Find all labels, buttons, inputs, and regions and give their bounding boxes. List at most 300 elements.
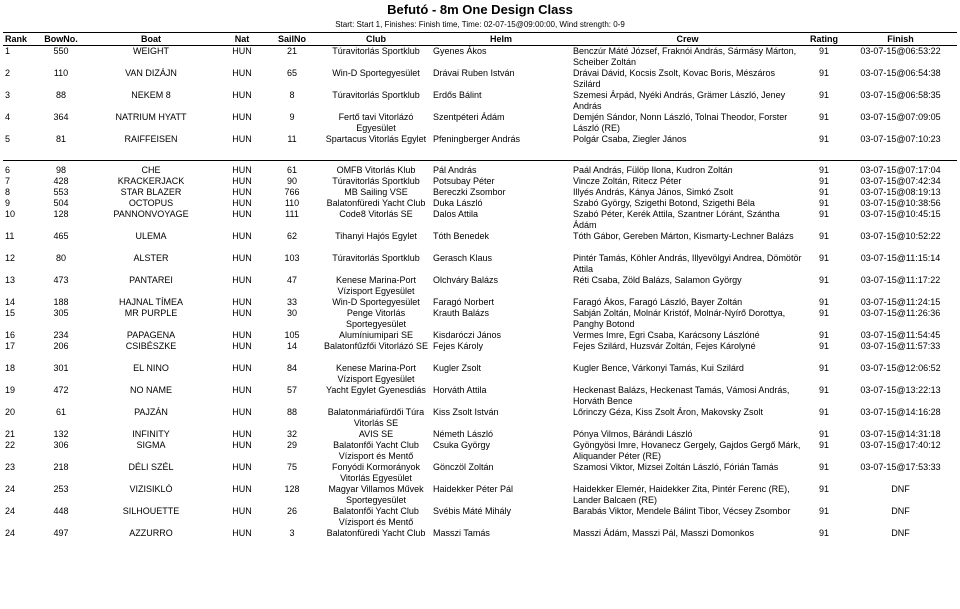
table-header-row [3,33,957,46]
cell-bow: 364 [53,112,69,122]
cell-bow: 188 [53,297,69,307]
cell-rating: 91 [818,90,829,100]
cell-rating: 91 [818,231,829,241]
cell-club: Kenese Marina-Port Vízisport Egyesület [335,275,417,296]
cell-crew: Vermes Imre, Egri Csaba, Karácsony Lászlóné [573,330,760,340]
cell-crew: Tóth Gábor, Gereben Márton, Kismarty-Lechner Balázs [573,231,794,241]
cell-sail: 11 [287,134,297,144]
cell-nat: HUN [232,429,252,439]
cell-crew: Demjén Sándor, Nonn László, Tolnai Theodor, Forster László (RE) [573,112,788,133]
table-row [3,297,957,308]
cell-finish: 03-07-15@07:10:23 [860,134,941,144]
cell-bow: 80 [55,253,66,263]
cell-finish: 03-07-15@14:31:18 [860,429,941,439]
cell-crew: Fejes Szilárd, Huzsvár Zoltán, Fejes Károlyné [573,341,756,351]
cell-club: Fertő tavi Vitorlázó Egyesület [338,112,414,133]
cell-rank: 18 [5,363,16,373]
cell-club: Spartacus Vitorlás Egylet [325,134,427,144]
cell-helm: Németh László [433,429,494,439]
cell-rating: 91 [818,462,829,472]
cell-helm: Kiss Zsolt István [433,407,499,417]
table-row [3,112,957,134]
page-subtitle: Start: Start 1, Finishes: Finish time, Time: 02-07-15@09:00:00, Wind strength: 0-9 [335,20,625,29]
cell-club: Code8 Vitorlás SE [339,209,413,219]
table-row [3,363,957,385]
cell-finish: 03-07-15@11:17:22 [860,275,941,285]
cell-nat: HUN [232,68,252,78]
cell-sail: 65 [286,68,297,78]
cell-boat: VIZISIKLÓ [129,484,173,494]
cell-sail: 61 [286,165,297,175]
cell-helm: Kisdaróczi János [433,330,502,340]
cell-boat: STAR BLAZER [120,187,182,197]
column-header-club: Club [321,33,431,46]
cell-boat: INFINITY [132,429,170,439]
cell-crew: Lőrinczy Géza, Kiss Zsolt Áron, Makovsky Zsolt [573,407,764,417]
cell-finish: 03-07-15@07:17:04 [860,165,941,175]
cell-boat: VAN DIZÁJN [125,68,177,78]
cell-club: Penge Vitorlás Sportegyesület [345,308,407,329]
cell-club: Balatonfüredi Yacht Club [326,198,426,208]
cell-bow: 553 [53,187,69,197]
cell-crew: Benczúr Máté József, Fraknói András, Sármásy Márton, Scheiber Zoltán [573,46,797,67]
cell-bow: 306 [53,440,69,450]
table-row [3,407,957,429]
cell-club: MB Sailing VSE [344,187,408,197]
cell-finish: 03-07-15@14:16:28 [860,407,941,417]
cell-rating: 91 [818,341,829,351]
table-row [3,231,957,253]
cell-club: Túravitorlás Sportklub [332,253,420,263]
cell-nat: HUN [232,112,252,122]
cell-nat: HUN [232,330,252,340]
cell-crew: Szabó Péter, Kerék Attila, Szantner Lóránt, Szántha Ádám [573,209,780,230]
cell-boat: PANNONVOYAGE [113,209,189,219]
cell-rank: 9 [5,198,11,208]
table-row [3,308,957,330]
cell-nat: HUN [232,231,252,241]
cell-sail: 90 [286,176,297,186]
cell-bow: 128 [53,209,69,219]
cell-sail: 111 [285,209,299,219]
cell-crew: Szamosi Viktor, Mizsei Zoltán László, Fórián Tamás [573,462,779,472]
cell-rank: 5 [5,134,11,144]
cell-rating: 91 [818,209,829,219]
cell-boat: MR PURPLE [124,308,178,318]
cell-rating: 91 [818,385,829,395]
cell-club: Balatonfői Yacht Club Vízisport és Mentő [333,506,419,527]
cell-nat: HUN [232,385,252,395]
cell-helm: Faragó Norbert [433,297,495,307]
cell-rank: 15 [5,308,16,318]
cell-rating: 91 [818,46,829,56]
cell-boat: ULEMA [135,231,167,241]
cell-boat: NATRIUM HYATT [115,112,187,122]
table-row [3,90,957,112]
table-row [3,440,957,462]
cell-bow: 550 [53,46,69,56]
results-body [3,46,957,540]
cell-helm: Olchváry Balázs [433,275,499,285]
cell-club: Tihanyi Hajós Egylet [335,231,417,241]
cell-rating: 91 [818,308,829,318]
cell-bow: 448 [53,506,69,516]
cell-sail: 75 [286,462,297,472]
cell-crew: Illyés András, Kánya János, Simkó Zsolt [573,187,734,197]
cell-rating: 91 [818,429,829,439]
cell-helm: Gönczöl Zoltán [433,462,494,472]
cell-sail: 21 [286,46,297,56]
cell-nat: HUN [232,90,252,100]
cell-finish: 03-07-15@11:15:14 [860,253,941,263]
cell-club: AVIS SE [358,429,394,439]
cell-rating: 91 [818,407,829,417]
cell-crew: Szabó György, Szigethi Botond, Szigethi Béla [573,198,755,208]
cell-club: Kenese Marina-Port Vízisport Egyesület [335,363,417,384]
table-row [3,528,957,539]
cell-boat: EL NINO [133,363,169,373]
cell-helm: Erdős Bálint [433,90,482,100]
cell-helm: Szentpéteri Ádám [433,112,505,122]
cell-boat: WEIGHT [133,46,169,56]
column-header-crew: Crew [571,33,804,46]
cell-sail: 47 [286,275,297,285]
cell-rating: 91 [818,198,829,208]
cell-rank: 19 [5,385,16,395]
cell-rating: 91 [818,440,829,450]
cell-bow: 465 [53,231,69,241]
cell-rating: 91 [818,187,829,197]
cell-bow: 110 [53,68,69,78]
cell-rank: 17 [5,341,16,351]
cell-nat: HUN [232,253,252,263]
column-header-sailno: SailNo [263,33,321,46]
cell-sail: 105 [284,330,300,340]
cell-nat: HUN [232,407,252,417]
table-row [3,134,957,156]
cell-helm: Gerasch Klaus [433,253,493,263]
cell-finish: 03-07-15@12:06:52 [860,363,941,373]
cell-rating: 91 [818,330,829,340]
cell-bow: 428 [53,176,69,186]
cell-sail: 33 [286,297,297,307]
cell-crew: Masszi Ádám, Masszi Pál, Masszi Domonkos [573,528,755,538]
cell-rating: 91 [818,176,829,186]
cell-boat: RAIFFEISEN [124,134,178,144]
cell-crew: Sabján Zoltán, Molnár Kristóf, Molnár-Nyírő Dorottya, Panghy Botond [573,308,786,329]
cell-nat: HUN [232,187,252,197]
cell-crew: Pintér Tamás, Köhler András, Illyevölgyi Andrea, Dömötör Attila [573,253,802,274]
table-row [3,275,957,297]
cell-sail: 57 [286,385,297,395]
cell-sail: 128 [284,484,300,494]
cell-helm: Pfeningberger András [433,134,521,144]
cell-finish: 03-07-15@08:19:13 [860,187,941,197]
cell-helm: Svébis Máté Mihály [433,506,512,516]
cell-crew: Vincze Zoltán, Ritecz Péter [573,176,682,186]
cell-bow: 504 [53,198,69,208]
cell-rank: 23 [5,462,16,472]
cell-club: Fonyódi Kormorányok Vitorlás Egyesület [331,462,421,483]
cell-helm: Potsubay Péter [433,176,495,186]
column-header-rating: Rating [804,33,844,46]
cell-finish: 03-07-15@07:42:34 [860,176,941,186]
cell-club: OMFB Vitorlás Klub [336,165,416,175]
cell-finish: 03-07-15@06:53:22 [860,46,941,56]
cell-crew: Kugler Bence, Várkonyi Tamás, Kui Szilárd [573,363,744,373]
cell-rating: 91 [818,506,829,516]
cell-rank: 1 [5,46,11,56]
table-row [3,46,957,69]
column-header-boat: Boat [81,33,221,46]
cell-rating: 91 [818,165,829,175]
cell-rank: 21 [5,429,16,439]
cell-rating: 91 [818,275,829,285]
cell-bow: 218 [53,462,69,472]
cell-bow: 253 [53,484,69,494]
cell-boat: HAJNAL TÍMEA [118,297,183,307]
cell-helm: Tóth Benedek [433,231,490,241]
cell-rank: 7 [5,176,11,186]
cell-crew: Haidekker Elemér, Haidekker Zita, Pintér Ferenc (RE), Lander Balcaen (RE) [573,484,790,505]
cell-rank: 20 [5,407,16,417]
cell-bow: 305 [53,308,69,318]
cell-rating: 91 [818,363,829,373]
cell-club: Alumíniumipari SE [338,330,414,340]
cell-nat: HUN [232,198,252,208]
cell-crew: Réti Csaba, Zöld Balázs, Salamon György [573,275,742,285]
cell-boat: OCTOPUS [128,198,174,208]
cell-crew: Gyöngyösi Imre, Hovanecz Gergely, Gajdos Gergő Márk, Aliquander Péter (RE) [573,440,801,461]
cell-finish: 03-07-15@11:54:45 [860,330,941,340]
cell-club: Balatonfüredi Yacht Club [326,528,426,538]
cell-finish: 03-07-15@11:26:36 [860,308,941,318]
cell-finish: 03-07-15@11:24:15 [860,297,941,307]
table-row [3,341,957,363]
table-row [3,462,957,484]
cell-crew: Polgár Csaba, Ziegler János [573,134,687,144]
cell-sail: 84 [286,363,297,373]
cell-boat: PANTAREI [129,275,173,285]
cell-rank: 16 [5,330,16,340]
cell-helm: Krauth Balázs [433,308,490,318]
cell-rank: 22 [5,440,16,450]
page-title: Befutó - 8m One Design Class [387,2,573,17]
results-table [3,32,957,539]
cell-sail: 88 [286,407,297,417]
cell-crew: Paál András, Fülöp Ilona, Kudron Zoltán [573,165,733,175]
cell-bow: 234 [53,330,69,340]
cell-club: Yacht Egylet Gyenesdiás [326,385,426,395]
cell-helm: Haidekker Péter Pál [433,484,514,494]
cell-rank: 14 [5,297,16,307]
column-header-rank: Rank [3,33,41,46]
cell-helm: Bereczki Zsombor [433,187,506,197]
cell-helm: Kugler Zsolt [433,363,482,373]
cell-finish: 03-07-15@17:53:33 [860,462,941,472]
cell-bow: 132 [53,429,69,439]
cell-nat: HUN [232,297,252,307]
cell-boat: ALSTER [133,253,169,263]
cell-nat: HUN [232,440,252,450]
cell-sail: 110 [284,198,300,208]
cell-sail: 26 [286,506,297,516]
cell-boat: NO NAME [129,385,172,395]
cell-helm: Dalos Attila [433,209,479,219]
cell-crew: Faragó Ákos, Faragó László, Bayer Zoltán [573,297,743,307]
cell-rank: 8 [5,187,11,197]
cell-sail: 14 [286,341,297,351]
cell-bow: 88 [55,90,66,100]
cell-finish: 03-07-15@17:40:12 [860,440,941,450]
cell-rank: 12 [5,253,16,263]
cell-nat: HUN [232,308,252,318]
cell-finish: 03-07-15@10:38:56 [860,198,941,208]
cell-bow: 206 [53,341,69,351]
cell-helm: Csuka György [433,440,491,450]
cell-finish: 03-07-15@07:09:05 [860,112,941,122]
column-header-bownumber: BowNo. [41,33,81,46]
cell-finish: 03-07-15@13:22:13 [860,385,941,395]
cell-bow: 472 [53,385,69,395]
cell-rank: 13 [5,275,16,285]
cell-rating: 91 [818,134,829,144]
cell-sail: 32 [286,429,297,439]
cell-rank: 3 [5,90,11,100]
column-header-nat: Nat [221,33,263,46]
table-row [3,385,957,407]
cell-nat: HUN [232,176,252,186]
cell-club: Magyar Villamos Művek Sportegyesület [328,484,424,505]
cell-boat: CHE [141,165,161,175]
cell-boat: AZZURRO [129,528,173,538]
table-row [3,330,957,341]
cell-crew: Heckenast Balázs, Heckenast Tamás, Vámosi András, Horváth Bence [573,385,790,406]
cell-helm: Drávai Ruben István [433,68,515,78]
cell-finish: DNF [891,528,910,538]
cell-finish: DNF [891,506,910,516]
cell-rank: 11 [5,231,15,241]
cell-nat: HUN [232,506,252,516]
table-row [3,176,957,187]
cell-bow: 473 [53,275,69,285]
cell-finish: 03-07-15@10:52:22 [860,231,941,241]
cell-rank: 2 [5,68,11,78]
cell-rating: 91 [818,297,829,307]
cell-nat: HUN [232,484,252,494]
cell-nat: HUN [232,275,252,285]
cell-helm: Horváth Attila [433,385,487,395]
cell-crew: Szemesi Árpád, Nyéki András, Grämer László, Jeney András [573,90,786,111]
cell-sail: 103 [284,253,300,263]
cell-rank: 6 [5,165,11,175]
cell-helm: Masszi Tamás [433,528,490,538]
cell-rating: 91 [818,484,829,494]
table-row [3,187,957,198]
cell-bow: 61 [55,407,66,417]
cell-nat: HUN [232,363,252,373]
cell-rating: 91 [818,68,829,78]
cell-sail: 3 [289,528,295,538]
cell-rank: 10 [5,209,16,219]
table-row [3,165,957,176]
table-row [3,209,957,231]
cell-rating: 91 [818,112,829,122]
cell-bow: 301 [53,363,69,373]
cell-sail: 29 [286,440,297,450]
cell-sail: 62 [286,231,297,241]
cell-boat: SILHOUETTE [122,506,180,516]
table-row [3,198,957,209]
cell-crew: Pónya Vilmos, Bárándi László [573,429,693,439]
cell-boat: KRACKERJACK [117,176,185,186]
cell-sail: 9 [289,112,295,122]
cell-rank: 4 [5,112,11,122]
cell-nat: HUN [232,528,252,538]
cell-rank: 24 [5,506,16,516]
cell-nat: HUN [232,341,252,351]
cell-finish: DNF [891,484,910,494]
cell-nat: HUN [232,46,252,56]
cell-finish: 03-07-15@06:58:35 [860,90,941,100]
cell-club: Win-D Sportegyesület [332,297,420,307]
table-row [3,68,957,90]
cell-boat: SIGMA [136,440,166,450]
cell-nat: HUN [232,209,252,219]
cell-finish: 03-07-15@10:45:15 [860,209,941,219]
cell-rank: 24 [5,528,16,538]
cell-sail: 8 [289,90,295,100]
cell-nat: HUN [232,165,252,175]
cell-helm: Gyenes Ákos [433,46,487,56]
cell-club: Túravitorlás Sportklub [332,90,420,100]
table-row [3,429,957,440]
cell-helm: Fejes Károly [433,341,484,351]
cell-club: Túravitorlás Sportklub [332,176,420,186]
cell-club: Túravitorlás Sportklub [332,46,420,56]
column-header-finish: Finish [844,33,957,46]
cell-boat: PAPAGENA [126,330,176,340]
cell-helm: Pál András [433,165,477,175]
cell-club: Balatonfői Yacht Club Vízisport és Mentő [333,440,419,461]
cell-bow: 497 [53,528,69,538]
column-header-helm: Helm [431,33,571,46]
cell-rating: 91 [818,528,829,538]
cell-rating: 91 [818,253,829,263]
cell-sail: 766 [284,187,300,197]
cell-club: Win-D Sportegyesület [332,68,420,78]
table-row [3,506,957,528]
cell-nat: HUN [232,134,252,144]
cell-boat: PAJZÁN [134,407,168,417]
cell-boat: DÉLI SZÉL [128,462,174,472]
cell-club: Balatonfűzfői Vitorlázó SE [324,341,428,351]
cell-finish: 03-07-15@11:57:33 [860,341,941,351]
cell-boat: NEKEM 8 [131,90,171,100]
cell-crew: Drávai Dávid, Kocsis Zsolt, Kovac Boris, Mészáros Szilárd [573,68,776,89]
table-row [3,484,957,506]
cell-sail: 30 [286,308,297,318]
cell-bow: 81 [55,134,66,144]
cell-helm: Duka László [433,198,483,208]
cell-crew: Barabás Viktor, Mendele Bálint Tibor, Vécsey Zsombor [573,506,791,516]
cell-club: Balatonmáriafürdői Túra Vitorlás SE [327,407,425,428]
cell-nat: HUN [232,462,252,472]
cell-bow: 98 [55,165,66,175]
table-row [3,253,957,275]
cell-rank: 24 [5,484,16,494]
cell-boat: CSIBÉSZKE [125,341,177,351]
